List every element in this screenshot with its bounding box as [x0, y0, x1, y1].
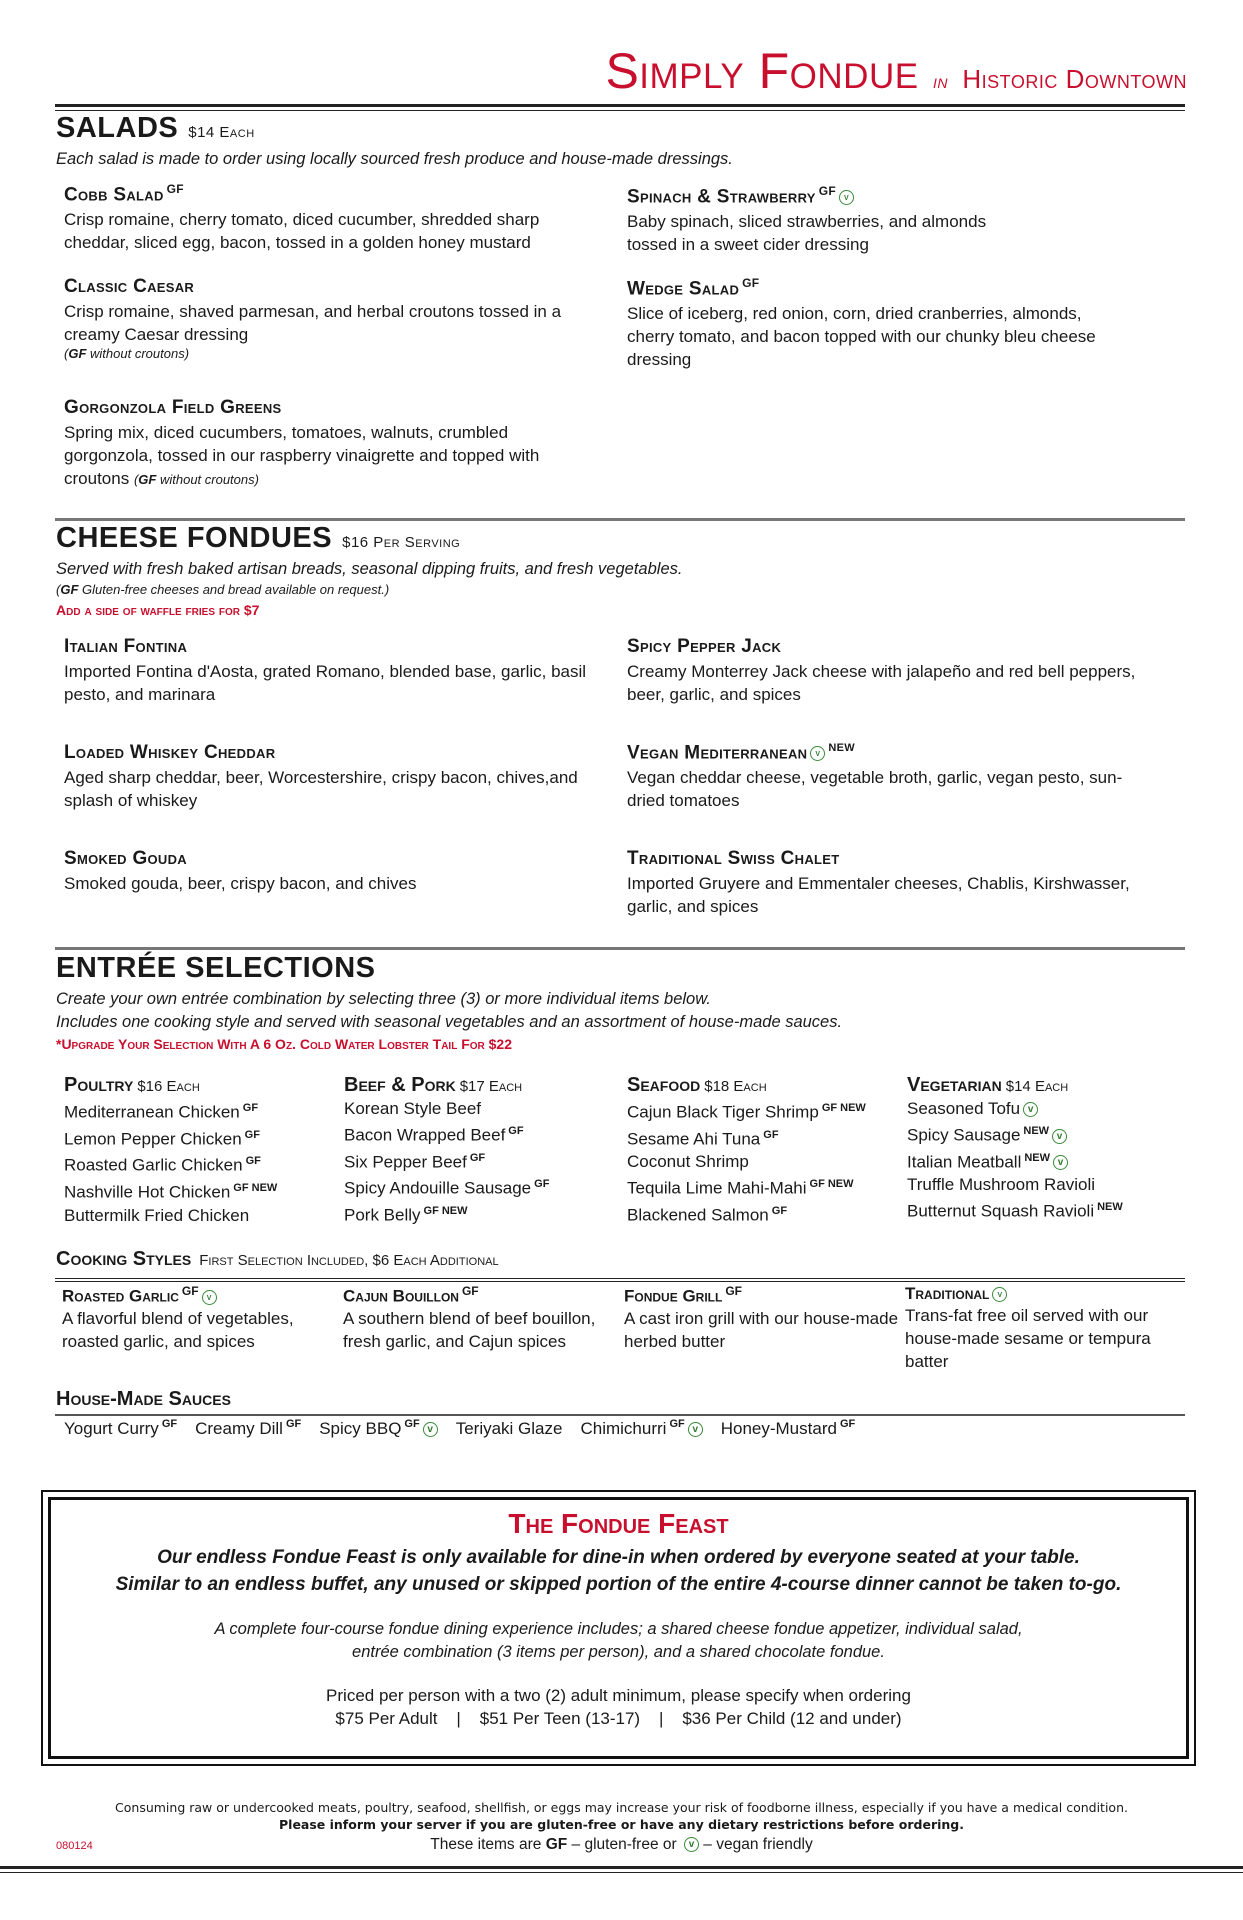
leaf-icon: v	[992, 1287, 1007, 1302]
fondues-heading: CHEESE FONDUES $16 Per Serving	[56, 522, 461, 554]
leaf-icon: v	[1052, 1129, 1067, 1144]
fondues-intro: Served with fresh baked artisan breads, seasonal dipping fruits, and fresh vegetables.	[56, 560, 683, 578]
cooking-style-roasted-garlic: Roasted Garlic $^{GF}$ v A flavorful blend of vegetables, roasted garlic, and spices	[62, 1284, 294, 1351]
menu-item-classic-caesar: Classic Caesar Crisp romaine, shaved parmesan, and herbal croutons tossed in a creamy Caesar dressing (GF without croutons)	[64, 276, 562, 361]
entrees-intro-2: Includes one cooking style and served with seasonal vegetables and an assortment of house-made sauces.	[56, 1013, 843, 1031]
fondue-traditional-swiss-chalet: Traditional Swiss Chalet Imported Gruyere and Emmentaler cheeses, Chablis, Kirshwasser, garlic, and spices	[627, 848, 1130, 916]
feast-price-intro: Priced per person with a two (2) adult minimum, please specify when ordering	[326, 1686, 911, 1705]
sauces-list	[64, 1418, 873, 1439]
price-child: $36 Per Child (12 and under)	[682, 1709, 902, 1728]
sauce-item: Yogurt Curry $^{GF}$	[64, 1418, 178, 1438]
entree-item: Tequila Lime Mahi-Mahi $^{GF NEW}$	[627, 1178, 854, 1198]
entree-item: Korean Style Beef	[344, 1099, 482, 1118]
entree-item: Truffle Mushroom Ravioli	[907, 1175, 1096, 1195]
waffle-fries-addon: Add a side of waffle fries for $7	[56, 602, 260, 618]
entree-column-poultry	[64, 1074, 334, 1227]
leaf-icon: v	[810, 746, 825, 761]
leaf-icon: v	[1023, 1102, 1038, 1117]
cooking-style-cajun-bouillon: Cajun Bouillon $^{GF}$ A southern blend of beef bouillon, fresh garlic, and Cajun spices	[343, 1284, 596, 1351]
cooking-styles-heading: Cooking Styles First Selection Included, $6 Each Additional	[56, 1248, 499, 1270]
entree-item: Pork Belly $^{GF NEW}$	[344, 1204, 468, 1225]
fondue-loaded-whiskey-cheddar: Loaded Whiskey Cheddar Aged sharp cheddar, beer, Worcestershire, crispy bacon, chives,and splash of whiskey	[64, 742, 578, 810]
cooking-divider	[55, 1278, 1185, 1282]
entree-item: Sesame Ahi Tuna $^{GF}$	[627, 1128, 779, 1149]
fondue-feast-box	[41, 1490, 1196, 1766]
price-teen: $51 Per Teen (13-17)	[479, 1709, 641, 1728]
lobster-upgrade: *Upgrade Your Selection With A 6 Oz. Cold Water Lobster Tail For $22	[56, 1036, 512, 1052]
restaurant-name: Simply Fondue	[605, 43, 919, 99]
leaf-icon: v	[202, 1290, 217, 1305]
entree-item: Cajun Black Tiger Shrimp $^{GF NEW}$	[627, 1102, 866, 1122]
entree-item: Spicy Andouille Sausage $^{GF}$	[344, 1178, 550, 1198]
feast-desc-1: A complete four-course fondue dining experience includes; a shared cheese fondue appetizer, individual salad,	[214, 1620, 1023, 1638]
leaf-icon: v	[1053, 1155, 1068, 1170]
cooking-style-traditional: Traditional v Trans-fat free oil served with our house-made sesame or tempura batter	[905, 1284, 1151, 1371]
entree-column-beef-pork	[344, 1074, 614, 1227]
entree-item: Blackened Salmon $^{GF}$	[627, 1204, 788, 1225]
fondue-spicy-pepper-jack: Spicy Pepper Jack Creamy Monterrey Jack cheese with jalapeño and red bell peppers, beer, garlic, and spices	[627, 636, 1136, 704]
footer-divider	[0, 1866, 1243, 1873]
feast-rule-2: Similar to an endless buffet, any unused or skipped portion of the entire 4-course dinner cannot be taken to-go.	[115, 1574, 1122, 1595]
section-divider	[55, 947, 1185, 950]
entree-item: Spicy Sausage $^{NEW}$ v	[907, 1120, 1177, 1147]
legend: These items are GF – gluten-free or v – vegan friendly	[430, 1836, 813, 1853]
feast-desc-2: entrée combination (3 items per person), and a shared chocolate fondue.	[352, 1643, 885, 1661]
entree-column-heading: Beef & Pork $17 Each	[344, 1074, 523, 1096]
salads-heading: SALADS $14 Each	[56, 112, 255, 144]
entrees-intro-1: Create your own entrée combination by selecting three (3) or more individual items below.	[56, 990, 711, 1008]
fondue-smoked-gouda: Smoked Gouda Smoked gouda, beer, crispy bacon, and chives	[64, 848, 417, 893]
menu-code: 080124	[56, 1840, 93, 1852]
entree-item: Mediterranean Chicken $^{GF}$	[64, 1102, 259, 1122]
entrees-heading: ENTRÉE SELECTIONS	[56, 952, 376, 984]
cooking-style-fondue-grill: Fondue Grill $^{GF}$ A cast iron grill with our house-made herbed butter	[624, 1284, 899, 1351]
fondue-vegan-mediterranean: Vegan Mediterranean v $^{NEW}$ Vegan cheddar cheese, vegetable broth, garlic, vegan pesto, sun-dried tomatoes	[627, 742, 1123, 811]
entree-column-seafood	[627, 1074, 897, 1227]
sauce-item: Chimichurri $^{GF}$ v	[580, 1419, 702, 1438]
food-safety-warning: Consuming raw or undercooked meats, poultry, seafood, shellfish, or eggs may increase your risk of foodborne illness, especially if you have a medical condition.	[115, 1800, 1128, 1815]
entree-item: Lemon Pepper Chicken $^{GF}$	[64, 1128, 260, 1149]
feast-rule-1: Our endless Fondue Feast is only available for dine-in when ordered by everyone seated at your table.	[157, 1547, 1080, 1568]
leaf-icon: v	[839, 190, 854, 205]
fondues-gf-note: (GF Gluten-free cheeses and bread available on request.)	[56, 582, 390, 597]
dietary-notice: Please inform your server if you are gluten-free or have any dietary restrictions before ordering.	[279, 1817, 964, 1832]
feast-title: The Fondue Feast	[508, 1508, 729, 1539]
feast-prices: $75 Per Adult | $51 Per Teen (13-17) | $36 Per Child (12 and under)	[335, 1709, 902, 1728]
entree-item: Nashville Hot Chicken $^{GF NEW}$	[64, 1181, 278, 1202]
menu-item-wedge-salad: Wedge Salad $^{GF}$ Slice of iceberg, red onion, corn, dried cranberries, almonds, cherry tomato, and bacon topped with our chunky bleu cheese dressing	[627, 276, 1096, 370]
entree-item: Seasoned Tofu v	[907, 1097, 1177, 1120]
entree-item: Italian Meatball $^{NEW}$ v	[907, 1147, 1177, 1174]
menu-item-gorgonzola: Gorgonzola Field Greens Spring mix, diced cucumbers, tomatoes, walnuts, crumbled gorgonzola, tossed in our raspberry vinaigrette and topped with croutons (GF without croutons)	[64, 397, 540, 488]
entree-item: Roasted Garlic Chicken $^{GF}$	[64, 1155, 261, 1175]
leaf-icon: v	[684, 1837, 699, 1852]
price-adult: $75 Per Adult	[335, 1709, 438, 1728]
entree-item: Six Pepper Beef $^{GF}$	[344, 1151, 486, 1172]
sauce-item: Spicy BBQ $^{GF}$ v	[319, 1419, 437, 1438]
entree-column-heading: Seafood $18 Each	[627, 1074, 767, 1096]
menu-item-spinach-strawberry: Spinach & Strawberry $^{GF}$ v Baby spinach, sliced strawberries, and almonds tossed in a sweet cider dressing	[627, 184, 987, 255]
entree-column-heading: Vegetarian $14 Each	[907, 1074, 1069, 1096]
sauces-heading: House-Made Sauces	[56, 1388, 231, 1410]
page-title: Simply Fondue in Historic Downtown	[605, 43, 1187, 99]
section-divider	[55, 518, 1185, 521]
sauces-divider	[55, 1414, 1185, 1416]
salads-intro: Each salad is made to order using locally sourced fresh produce and house-made dressings.	[56, 150, 733, 168]
entree-item: Bacon Wrapped Beef $^{GF}$	[344, 1125, 524, 1145]
entree-item: Butternut Squash Ravioli $^{NEW}$	[907, 1201, 1123, 1221]
restaurant-location: Historic Downtown	[962, 64, 1187, 94]
fondue-italian-fontina: Italian Fontina Imported Fontina d'Aosta, grated Romano, blended base, garlic, basil pesto, and marinara	[64, 636, 587, 704]
entree-column-vegetarian	[907, 1074, 1177, 1223]
leaf-icon: v	[423, 1422, 438, 1437]
header-divider	[55, 104, 1185, 111]
entree-column-heading: Poultry $16 Each	[64, 1074, 200, 1096]
leaf-icon: v	[688, 1422, 703, 1437]
sauce-item: Creamy Dill $^{GF}$	[195, 1418, 302, 1438]
sauce-item: Honey-Mustard $^{GF}$	[720, 1418, 856, 1438]
entree-item: Buttermilk Fried Chicken	[64, 1205, 250, 1225]
entree-item: Coconut Shrimp	[627, 1152, 749, 1172]
menu-item-cobb-salad: Cobb Salad $^{GF}$ Crisp romaine, cherry tomato, diced cucumber, shredded sharp cheddar, sliced egg, bacon, tossed in a golden honey mustard	[64, 182, 540, 253]
sauce-item: Teriyaki Glaze	[455, 1418, 563, 1438]
